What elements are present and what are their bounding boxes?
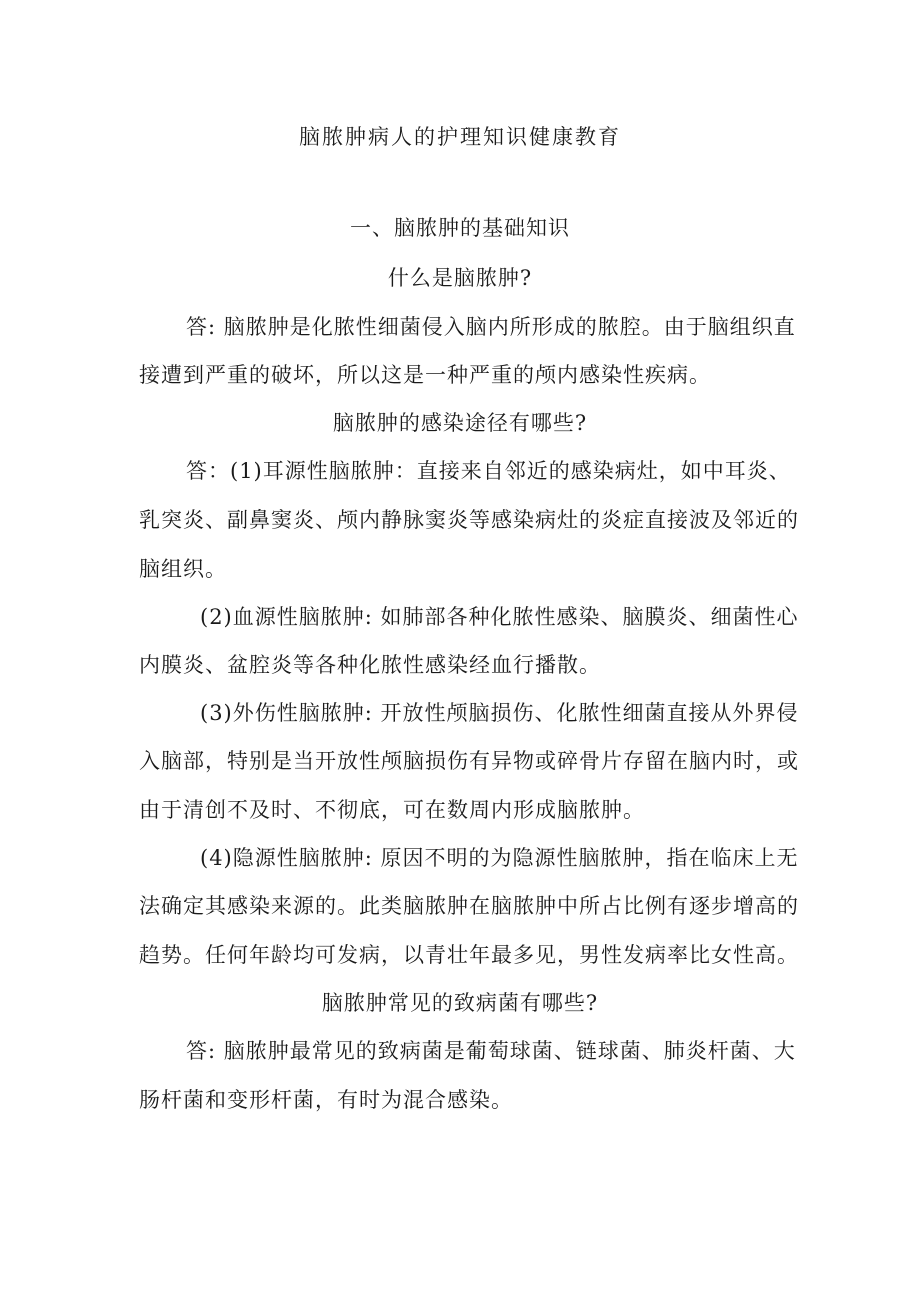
question-heading: 什么是脑脓肿? [387, 266, 533, 290]
answer-line: 答：(1)耳源性脑脓肿：直接来自邻近的感染病灶，如中耳炎、 [186, 459, 791, 483]
answer-line: 脑组织。 [139, 557, 227, 581]
answer-line: 答: 脑脓肿最常见的致病菌是葡萄球菌、链球菌、肺炎杆菌、大 [186, 1039, 796, 1063]
answer-line: 答: 脑脓肿是化脓性细菌侵入脑内所形成的脓腔。由于脑组织直 [186, 315, 796, 339]
answer-line: (3)外伤性脑脓肿: 开放性颅脑损伤、化脓性细菌直接从外界侵 [200, 701, 799, 725]
answer-line: 乳突炎、副鼻窦炎、颅内静脉窦炎等感染病灶的炎症直接波及邻近的 [139, 508, 799, 532]
section-heading: 一、脑脓肿的基础知识 [350, 216, 570, 240]
answer-line: 由于清创不及时、不彻底，可在数周内形成脑脓肿。 [139, 798, 645, 822]
answer-line: 接遭到严重的破坏，所以这是一种严重的颅内感染性疾病。 [139, 363, 711, 387]
answer-line: 趋势。任何年龄均可发病，以青壮年最多见，男性发病率比女性高。 [139, 943, 799, 967]
answer-line: 入脑部，特别是当开放性颅脑损伤有异物或碎骨片存留在脑内时，或 [139, 749, 799, 773]
document-title: 脑脓肿病人的护理知识健康教育 [299, 125, 621, 149]
answer-line: (4)隐源性脑脓肿: 原因不明的为隐源性脑脓肿，指在临床上无 [200, 846, 799, 870]
answer-line: 肠杆菌和变形杆菌，有时为混合感染。 [139, 1088, 513, 1112]
answer-line: 法确定其感染来源的。此类脑脓肿在脑脓肿中所占比例有逐步增高的 [139, 894, 799, 918]
answer-line: 内膜炎、盆腔炎等各种化脓性感染经血行播散。 [139, 653, 601, 677]
question-heading: 脑脓肿常见的致病菌有哪些? [321, 991, 599, 1015]
question-heading: 脑脓肿的感染途径有哪些? [332, 411, 588, 435]
answer-line: (2)血源性脑脓肿: 如肺部各种化脓性感染、脑膜炎、细菌性心 [200, 605, 799, 629]
